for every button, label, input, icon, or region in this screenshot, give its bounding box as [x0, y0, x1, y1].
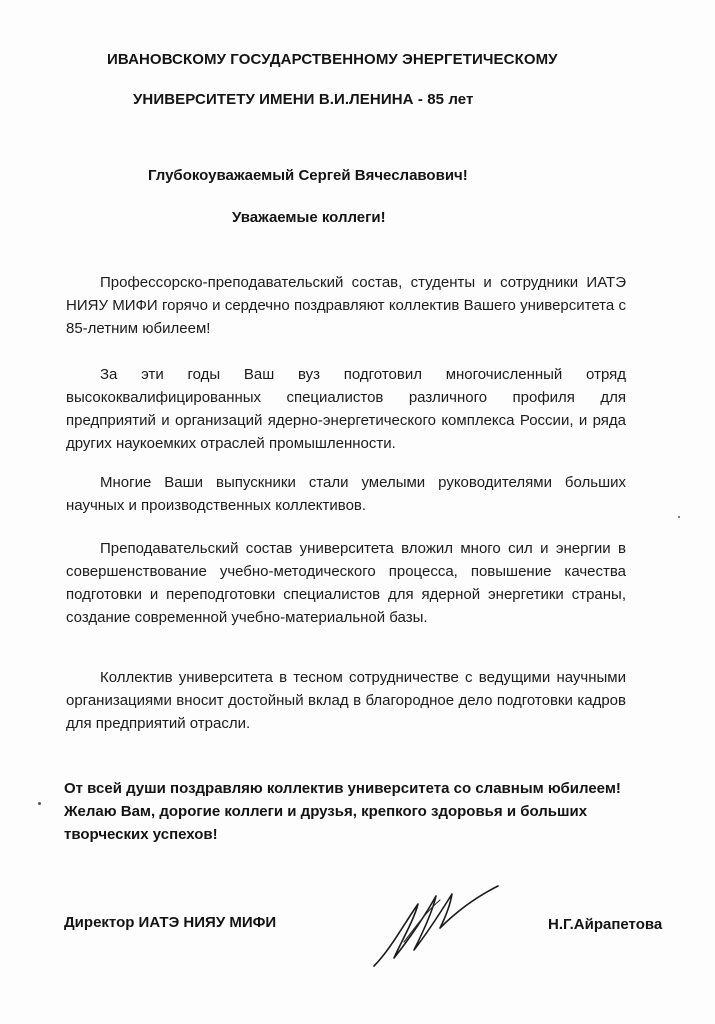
scan-speck: [678, 516, 680, 518]
signatory-name: Н.Г.Айрапетова: [548, 916, 663, 933]
closing-wishes: От всей души поздравляю коллектив университета со славным юбилеем! Желаю Вам, дорогие коллеги и друзья, крепкого здоровья и больших творческих успехов!: [64, 780, 621, 843]
paragraph-2: [66, 363, 626, 455]
paragraph-5-text: Коллектив университета в тесном сотрудничестве с ведущими научными организациями вносит достойный вклад в благородное дело подготовки кадров для предприятий отрасли.: [66, 669, 626, 732]
paragraph-3: [66, 471, 626, 517]
salutation-addressee: Глубокоуважаемый Сергей Вячеславович!: [148, 167, 468, 184]
paragraph-1: [66, 271, 626, 340]
letter-title-line-1: ИВАНОВСКОМУ ГОСУДАРСТВЕННОМУ ЭНЕРГЕТИЧЕСКОМУ: [107, 51, 558, 68]
letter-title-line-2: УНИВЕРСИТЕТУ ИМЕНИ В.И.ЛЕНИНА - 85 лет: [133, 91, 474, 108]
salutation-colleagues: Уважаемые коллеги!: [232, 209, 386, 226]
paragraph-1-text: Профессорско-преподавательский состав, студенты и сотрудники ИАТЭ НИЯУ МИФИ горячо и сердечно поздравляют коллектив Вашего университета с 85-летним юбилеем!: [66, 274, 626, 337]
paragraph-5: [66, 666, 626, 735]
paragraph-2-text: За эти годы Ваш вуз подготовил многочисленный отряд высококвалифицированных специалистов различного профиля для предприятий и организаций ядерно-энергетического комплекса России, и ряда других наукоемких отраслей промышленности.: [66, 366, 626, 452]
paragraph-4-text: Преподавательский состав университета вложил много сил и энергии в совершенствование учебно-методического процесса, повышение качества подготовки и переподготовки специалистов для ядерной энергетики страны, создание современной учебно-материальной базы.: [66, 540, 626, 626]
handwritten-signature: [370, 880, 520, 970]
paragraph-4: [66, 537, 626, 629]
scan-speck: [38, 802, 41, 805]
paragraph-3-text: Многие Ваши выпускники стали умелыми руководителями больших научных и производственных коллективов.: [66, 474, 626, 514]
signatory-position: Директор ИАТЭ НИЯУ МИФИ: [64, 914, 277, 931]
